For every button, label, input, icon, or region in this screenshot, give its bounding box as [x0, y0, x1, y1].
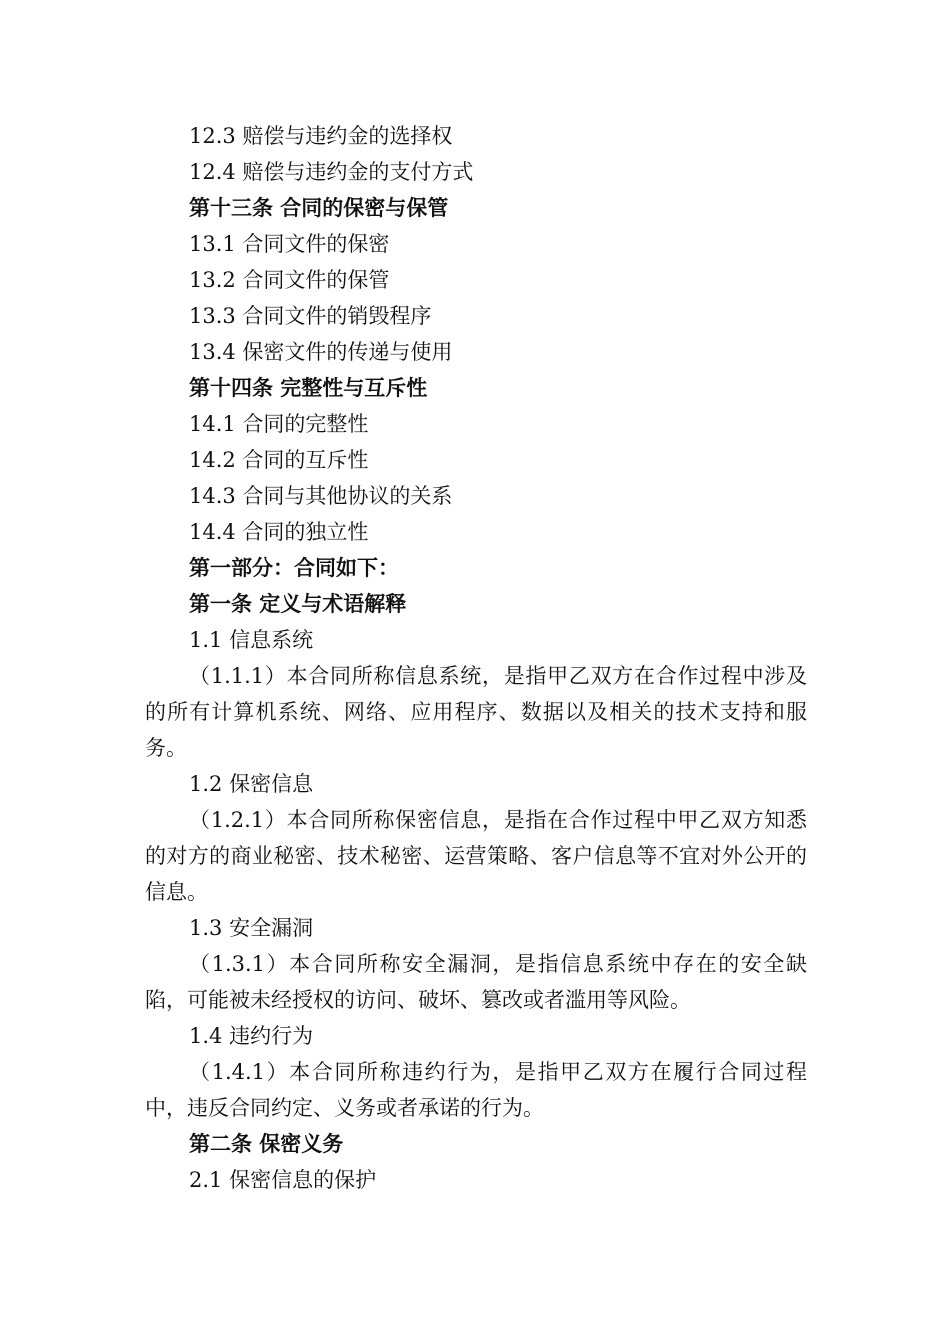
article-1-heading: 第一条 定义与术语解释 — [189, 592, 407, 616]
clause-item-13-4: 13.4 保密文件的传递与使用 — [189, 340, 453, 364]
clause-item-13-1: 13.1 合同文件的保密 — [189, 232, 390, 256]
document-page — [0, 118, 950, 1198]
clause-item-14-1: 14.1 合同的完整性 — [189, 412, 369, 436]
part-one-heading: 第一部分：合同如下： — [189, 556, 399, 580]
clause-item-14-4: 14.4 合同的独立性 — [189, 520, 369, 544]
clause-paragraph-1-3-1: （1.3.1）本合同所称安全漏洞，是指信息系统中存在的安全缺陷，可能被未经授权的访问、破坏、篡改或者滥用等风险。 — [145, 952, 807, 1012]
clause-paragraph-1-1-1: （1.1.1）本合同所称信息系统，是指甲乙双方在合作过程中涉及的所有计算机系统、网络、应用程序、数据以及相关的技术支持和服务。 — [145, 664, 807, 760]
clause-paragraph-1-2-1: （1.2.1）本合同所称保密信息，是指在合作过程中甲乙双方知悉的对方的商业秘密、技术秘密、运营策略、客户信息等不宜对外公开的信息。 — [145, 808, 807, 904]
article-14-heading: 第十四条 完整性与互斥性 — [189, 376, 428, 400]
article-2-heading: 第二条 保密义务 — [189, 1132, 344, 1156]
clause-item-1-1: 1.1 信息系统 — [189, 628, 314, 652]
clause-item-1-2: 1.2 保密信息 — [189, 772, 314, 796]
clause-item-14-3: 14.3 合同与其他协议的关系 — [189, 484, 453, 508]
clause-item-14-2: 14.2 合同的互斥性 — [189, 448, 369, 472]
clause-item-2-1: 2.1 保密信息的保护 — [189, 1168, 377, 1192]
clause-item-13-3: 13.3 合同文件的销毁程序 — [189, 304, 432, 328]
clause-item-13-2: 13.2 合同文件的保管 — [189, 268, 390, 292]
clause-item-1-4: 1.4 违约行为 — [189, 1024, 314, 1048]
clause-item-1-3: 1.3 安全漏洞 — [189, 916, 314, 940]
clause-item-12-3: 12.3 赔偿与违约金的选择权 — [189, 124, 453, 148]
clause-paragraph-1-4-1: （1.4.1）本合同所称违约行为，是指甲乙双方在履行合同过程中，违反合同约定、义务或者承诺的行为。 — [145, 1060, 807, 1120]
article-13-heading: 第十三条 合同的保密与保管 — [189, 196, 449, 220]
clause-item-12-4: 12.4 赔偿与违约金的支付方式 — [189, 160, 474, 184]
